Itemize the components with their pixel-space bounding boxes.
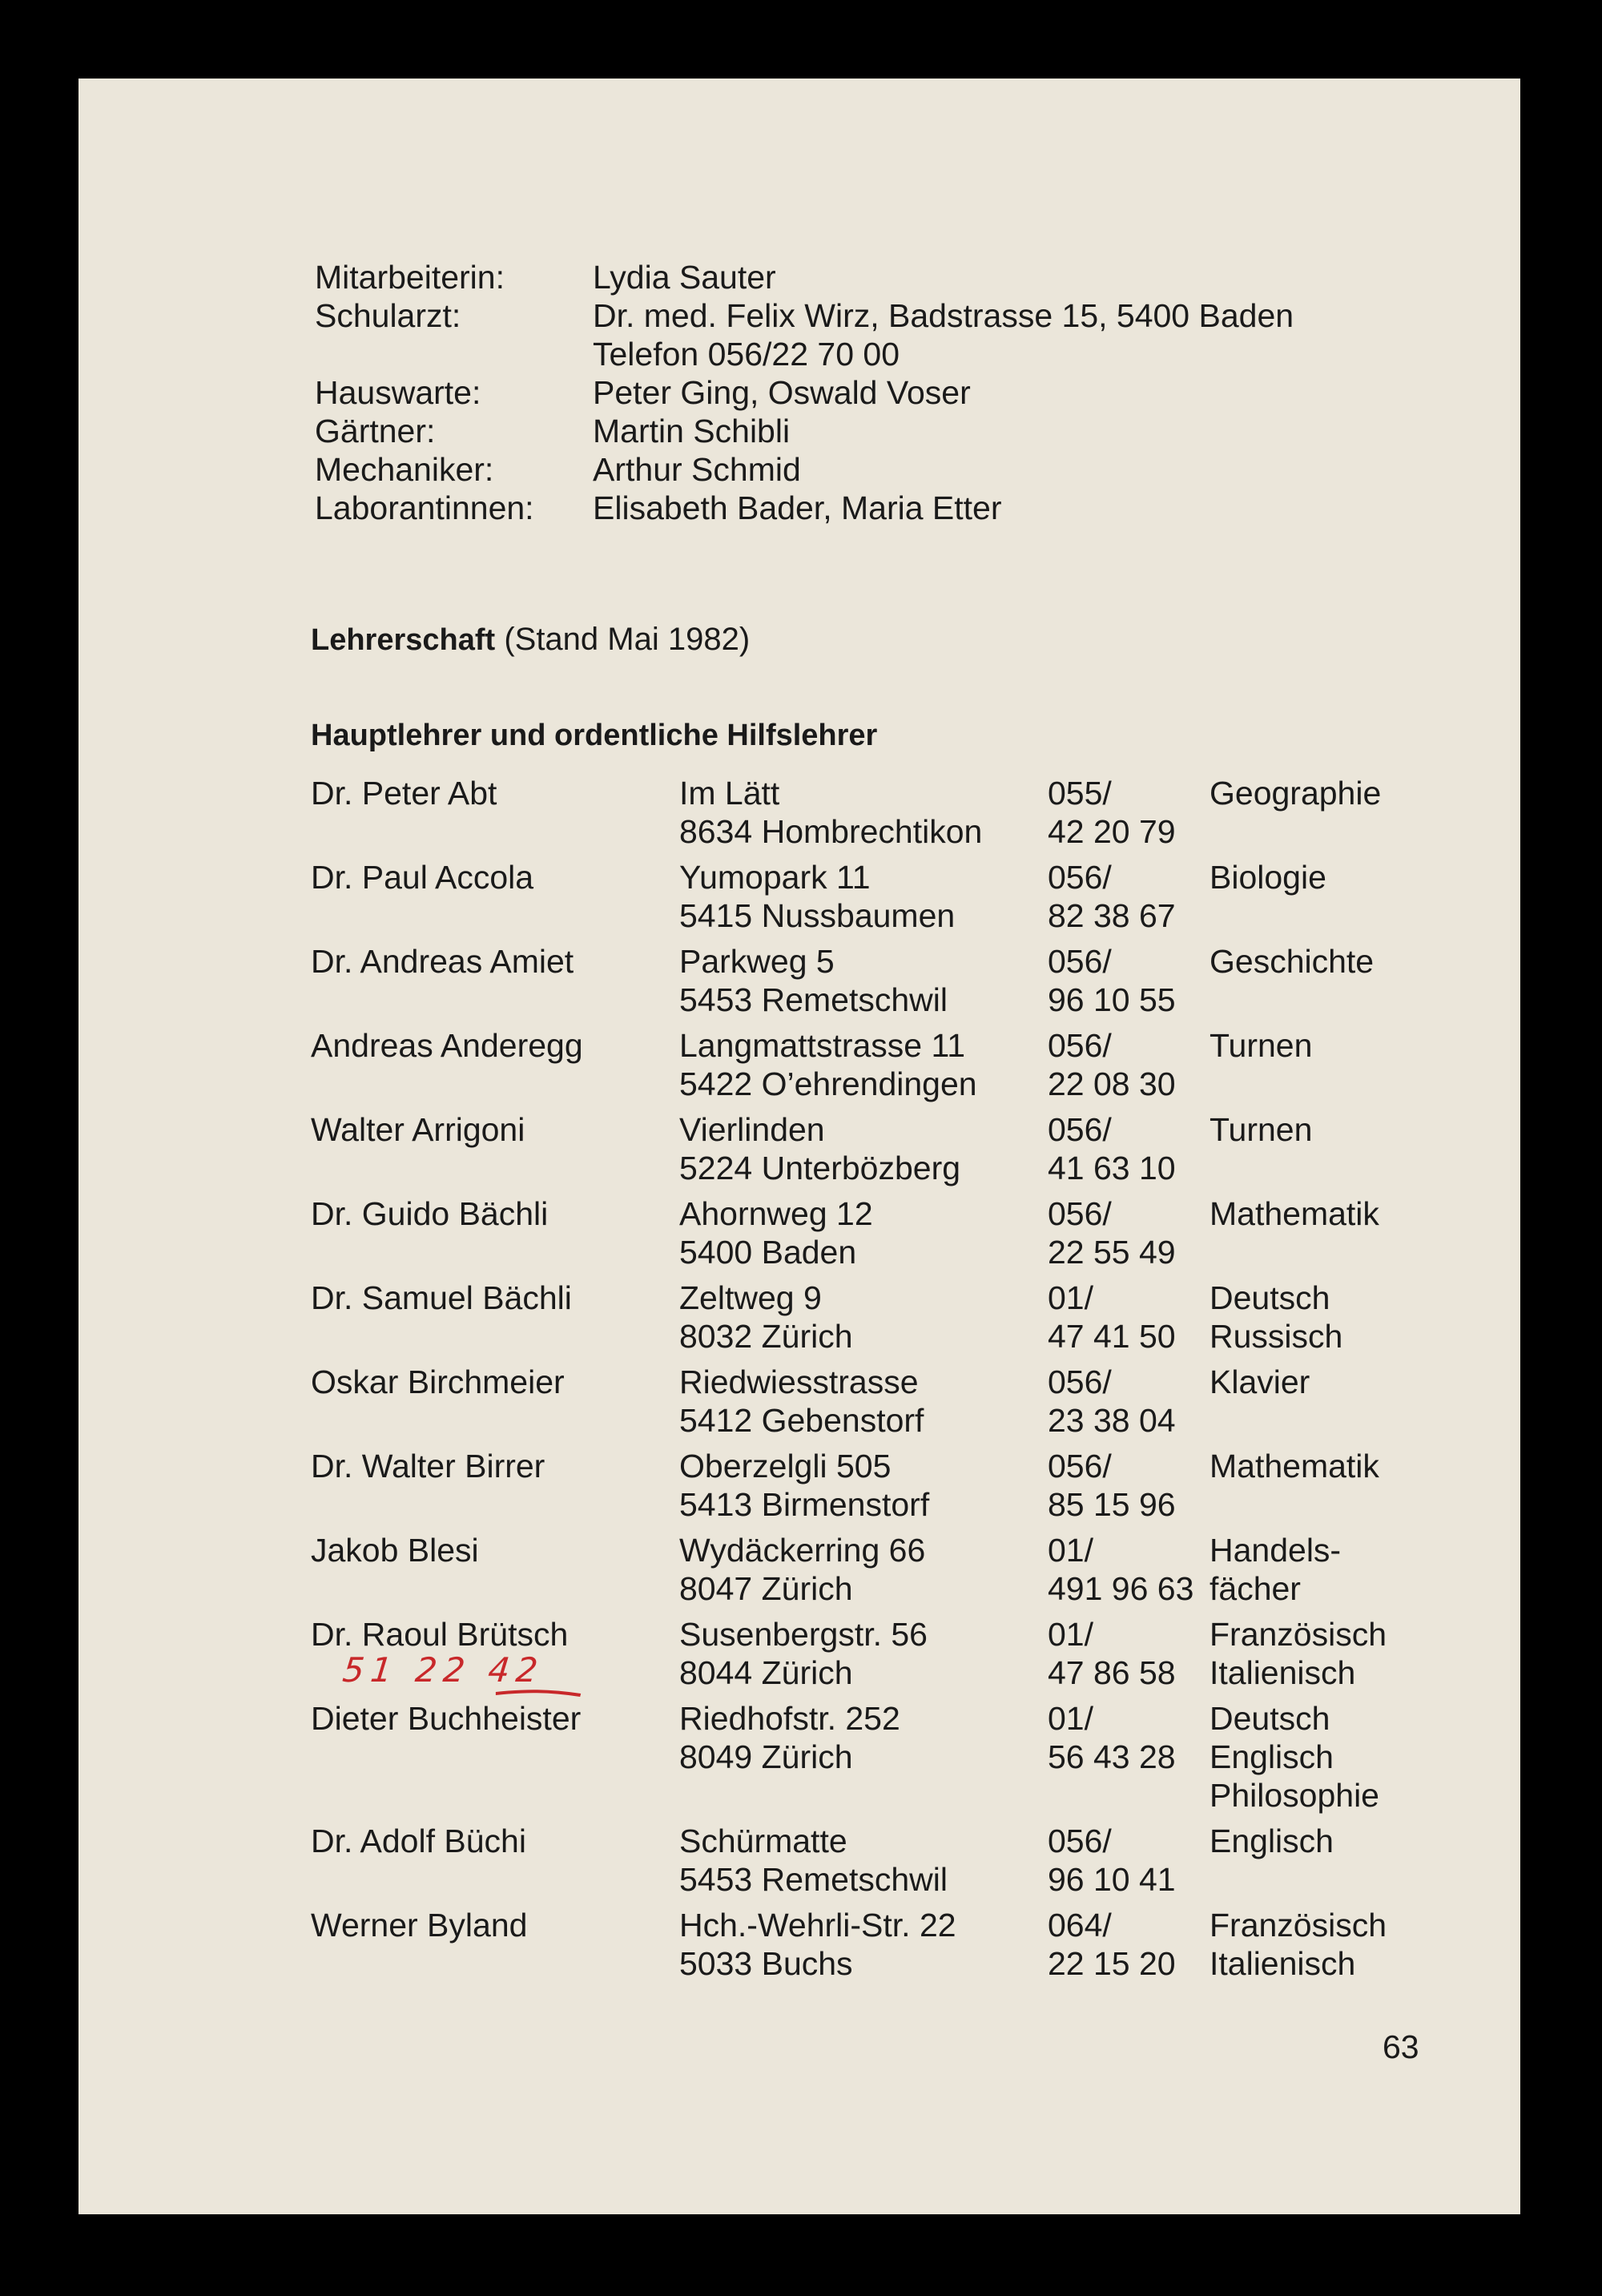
teacher-phone	[1048, 1026, 1176, 1103]
phone-area: 056/	[1048, 1195, 1112, 1232]
subject: Italienisch	[1210, 1945, 1356, 1982]
address-line: 5415 Nussbaumen	[679, 897, 956, 934]
teacher-phone	[1048, 1447, 1176, 1524]
teacher-address	[679, 1447, 929, 1524]
subject: Handels-	[1210, 1532, 1342, 1569]
teacher-address	[679, 1026, 977, 1103]
teacher-name: Dr. Guido Bächli	[311, 1195, 549, 1232]
subject: Philosophie	[1210, 1777, 1379, 1814]
teacher-name: Dieter Buchheister	[311, 1700, 582, 1737]
teacher-row	[78, 1531, 1520, 1611]
staff-label: Mitarbeiterin:	[315, 259, 505, 296]
teacher-name: Jakob Blesi	[311, 1532, 479, 1569]
teacher-phone	[1048, 1822, 1176, 1899]
teacher-phone	[1048, 1363, 1176, 1440]
teacher-address	[679, 1363, 924, 1440]
teacher-subjects	[1210, 858, 1326, 896]
teacher-subjects	[1210, 1026, 1312, 1065]
subject: Mathematik	[1210, 1448, 1379, 1484]
page-number: 63	[1383, 2028, 1419, 2065]
subject: Geographie	[1210, 775, 1382, 812]
staff-value: Arthur Schmid	[593, 451, 801, 488]
phone-area: 01/	[1048, 1616, 1093, 1653]
subject: Mathematik	[1210, 1195, 1379, 1232]
address-line: Susenbergstr. 56	[679, 1616, 928, 1653]
address-line: 5412 Gebenstorf	[679, 1402, 924, 1439]
phone-area: 056/	[1048, 1448, 1112, 1484]
address-line: 5422 O’ehrendingen	[679, 1065, 977, 1102]
staff-value: Lydia Sauter	[593, 259, 776, 296]
teacher-row	[78, 1615, 1520, 1695]
teacher-phone	[1048, 1699, 1176, 1776]
address-line: 5224 Unterbözberg	[679, 1150, 961, 1186]
address-line: 5033 Buchs	[679, 1945, 853, 1982]
phone-number: 47 41 50	[1048, 1318, 1176, 1355]
phone-area: 01/	[1048, 1279, 1093, 1316]
subject: Russisch	[1210, 1318, 1343, 1355]
address-line: Riedwiesstrasse	[679, 1364, 919, 1400]
teacher-phone	[1048, 1194, 1176, 1271]
teacher-address	[679, 942, 948, 1019]
teacher-name: Dr. Samuel Bächli	[311, 1279, 572, 1316]
teacher-address	[679, 1822, 948, 1899]
subject: fächer	[1210, 1570, 1301, 1607]
phone-number: 491 96 63	[1048, 1570, 1194, 1607]
phone-area: 056/	[1048, 1111, 1112, 1148]
teacher-row	[78, 942, 1520, 1022]
subject: Biologie	[1210, 859, 1326, 896]
subject: Deutsch	[1210, 1279, 1330, 1316]
teacher-address	[679, 1531, 925, 1608]
teacher-row	[78, 858, 1520, 938]
phone-number: 22 15 20	[1048, 1945, 1176, 1982]
staff-value: Dr. med. Felix Wirz, Badstrasse 15, 5400 Baden	[593, 297, 1294, 334]
staff-label: Laborantinnen:	[315, 489, 534, 526]
teacher-name: Walter Arrigoni	[311, 1111, 525, 1148]
staff-label: Mechaniker:	[315, 451, 494, 488]
teacher-name: Oskar Birchmeier	[311, 1364, 565, 1400]
staff-value: Elisabeth Bader, Maria Etter	[593, 489, 1002, 526]
phone-number: 96 10 41	[1048, 1861, 1176, 1898]
phone-number: 56 43 28	[1048, 1738, 1176, 1775]
section-heading: Hauptlehrer und ordentliche Hilfslehrer	[311, 719, 878, 752]
phone-area: 056/	[1048, 1823, 1112, 1859]
phone-number: 22 08 30	[1048, 1065, 1176, 1102]
subject: Klavier	[1210, 1364, 1310, 1400]
subject: Turnen	[1210, 1111, 1313, 1148]
teacher-row	[78, 1906, 1520, 1986]
teacher-subjects	[1210, 774, 1381, 812]
staff-label: Hauswarte:	[315, 374, 481, 411]
teacher-row	[78, 1447, 1520, 1527]
phone-area: 056/	[1048, 1364, 1112, 1400]
teacher-row	[78, 774, 1520, 854]
teacher-phone	[1048, 858, 1176, 935]
handwritten-note-text: 51 22 42	[340, 1650, 546, 1690]
address-line: Parkweg 5	[679, 943, 835, 980]
staff-value: Telefon 056/22 70 00	[593, 336, 900, 373]
teacher-subjects	[1210, 1699, 1379, 1815]
staff-value: Martin Schibli	[593, 413, 791, 449]
teacher-row	[78, 1194, 1520, 1275]
subject: Turnen	[1210, 1027, 1313, 1064]
address-line: 8044 Zürich	[679, 1654, 853, 1691]
staff-label: Gärtner:	[315, 413, 436, 449]
address-line: Yumopark 11	[679, 859, 871, 896]
phone-number: 22 55 49	[1048, 1234, 1176, 1271]
teacher-subjects	[1210, 1279, 1342, 1355]
address-line: 8032 Zürich	[679, 1318, 853, 1355]
address-line: 5453 Remetschwil	[679, 981, 948, 1018]
teacher-subjects	[1210, 1822, 1334, 1860]
teacher-phone	[1048, 1279, 1176, 1355]
teacher-address	[679, 774, 982, 851]
handwritten-underline	[490, 1666, 735, 1714]
address-line: Zeltweg 9	[679, 1279, 822, 1316]
teacher-phone	[1048, 1906, 1176, 1983]
address-line: 5453 Remetschwil	[679, 1861, 948, 1898]
teacher-row	[78, 1363, 1520, 1443]
address-line: Im Lätt	[679, 775, 780, 812]
teacher-row	[78, 1110, 1520, 1190]
teacher-name: Werner Byland	[311, 1907, 528, 1944]
teacher-subjects	[1210, 1363, 1310, 1401]
teacher-address	[679, 1194, 873, 1271]
phone-area: 01/	[1048, 1700, 1093, 1737]
staff-value: Peter Ging, Oswald Voser	[593, 374, 971, 411]
address-line: 5413 Birmenstorf	[679, 1486, 930, 1523]
teacher-subjects	[1210, 1615, 1387, 1692]
phone-number: 47 86 58	[1048, 1654, 1176, 1691]
subject: Französisch	[1210, 1907, 1387, 1944]
subject: Englisch	[1210, 1823, 1334, 1859]
address-line: Wydäckerring 66	[679, 1532, 926, 1569]
teacher-subjects	[1210, 1906, 1387, 1983]
document-page	[78, 79, 1520, 2214]
address-line: Ahornweg 12	[679, 1195, 873, 1232]
handwritten-phone-note	[340, 1650, 545, 1690]
phone-area: 064/	[1048, 1907, 1112, 1944]
address-line: 8049 Zürich	[679, 1738, 853, 1775]
faculty-heading-bold: Lehrerschaft	[311, 623, 496, 657]
address-line: Oberzelgli 505	[679, 1448, 892, 1484]
address-line: 5400 Baden	[679, 1234, 857, 1271]
teacher-row	[78, 1822, 1520, 1902]
teacher-address	[679, 1279, 853, 1355]
teacher-name: Andreas Anderegg	[311, 1027, 583, 1064]
teacher-name: Dr. Adolf Büchi	[311, 1823, 526, 1859]
address-line: 8047 Zürich	[679, 1570, 853, 1607]
teacher-name: Dr. Walter Birrer	[311, 1448, 545, 1484]
teacher-name: Dr. Peter Abt	[311, 775, 497, 812]
teacher-phone	[1048, 1110, 1176, 1187]
teacher-phone	[1048, 942, 1176, 1019]
subject: Italienisch	[1210, 1654, 1356, 1691]
teacher-phone	[1048, 774, 1176, 851]
subject: Geschichte	[1210, 943, 1375, 980]
phone-area: 01/	[1048, 1532, 1093, 1569]
teacher-address	[679, 1906, 956, 1983]
phone-area: 056/	[1048, 859, 1112, 896]
teacher-subjects	[1210, 1447, 1379, 1485]
phone-area: 056/	[1048, 1027, 1112, 1064]
phone-number: 82 38 67	[1048, 897, 1176, 934]
address-line: Hch.-Wehrli-Str. 22	[679, 1907, 956, 1944]
phone-area: 056/	[1048, 943, 1112, 980]
phone-number: 96 10 55	[1048, 981, 1176, 1018]
teacher-row	[78, 1699, 1520, 1819]
phone-number: 23 38 04	[1048, 1402, 1176, 1439]
teacher-address	[679, 1110, 960, 1187]
address-line: 8634 Hombrechtikon	[679, 813, 983, 850]
phone-number: 42 20 79	[1048, 813, 1176, 850]
faculty-heading-date: (Stand Mai 1982)	[495, 622, 751, 657]
teacher-row	[78, 1279, 1520, 1359]
staff-label: Schularzt:	[315, 297, 461, 334]
teacher-name: Dr. Raoul Brütsch	[311, 1616, 569, 1653]
subject: Französisch	[1210, 1616, 1387, 1653]
address-line: Langmattstrasse 11	[679, 1027, 966, 1064]
phone-area: 055/	[1048, 775, 1112, 812]
phone-number: 85 15 96	[1048, 1486, 1176, 1523]
subject: Englisch	[1210, 1738, 1334, 1775]
teacher-subjects	[1210, 1531, 1341, 1608]
teacher-address	[679, 858, 955, 935]
teacher-phone	[1048, 1615, 1176, 1692]
teacher-subjects	[1210, 1194, 1379, 1233]
address-line: Schürmatte	[679, 1823, 847, 1859]
teacher-phone	[1048, 1531, 1193, 1608]
faculty-heading	[311, 620, 750, 659]
teacher-subjects	[1210, 942, 1374, 981]
teacher-row	[78, 1026, 1520, 1106]
subject: Deutsch	[1210, 1700, 1330, 1737]
phone-number: 41 63 10	[1048, 1150, 1176, 1186]
teacher-subjects	[1210, 1110, 1312, 1149]
teacher-name: Dr. Paul Accola	[311, 859, 534, 896]
teacher-name: Dr. Andreas Amiet	[311, 943, 574, 980]
address-line: Riedhofstr. 252	[679, 1700, 900, 1737]
address-line: Vierlinden	[679, 1111, 825, 1148]
